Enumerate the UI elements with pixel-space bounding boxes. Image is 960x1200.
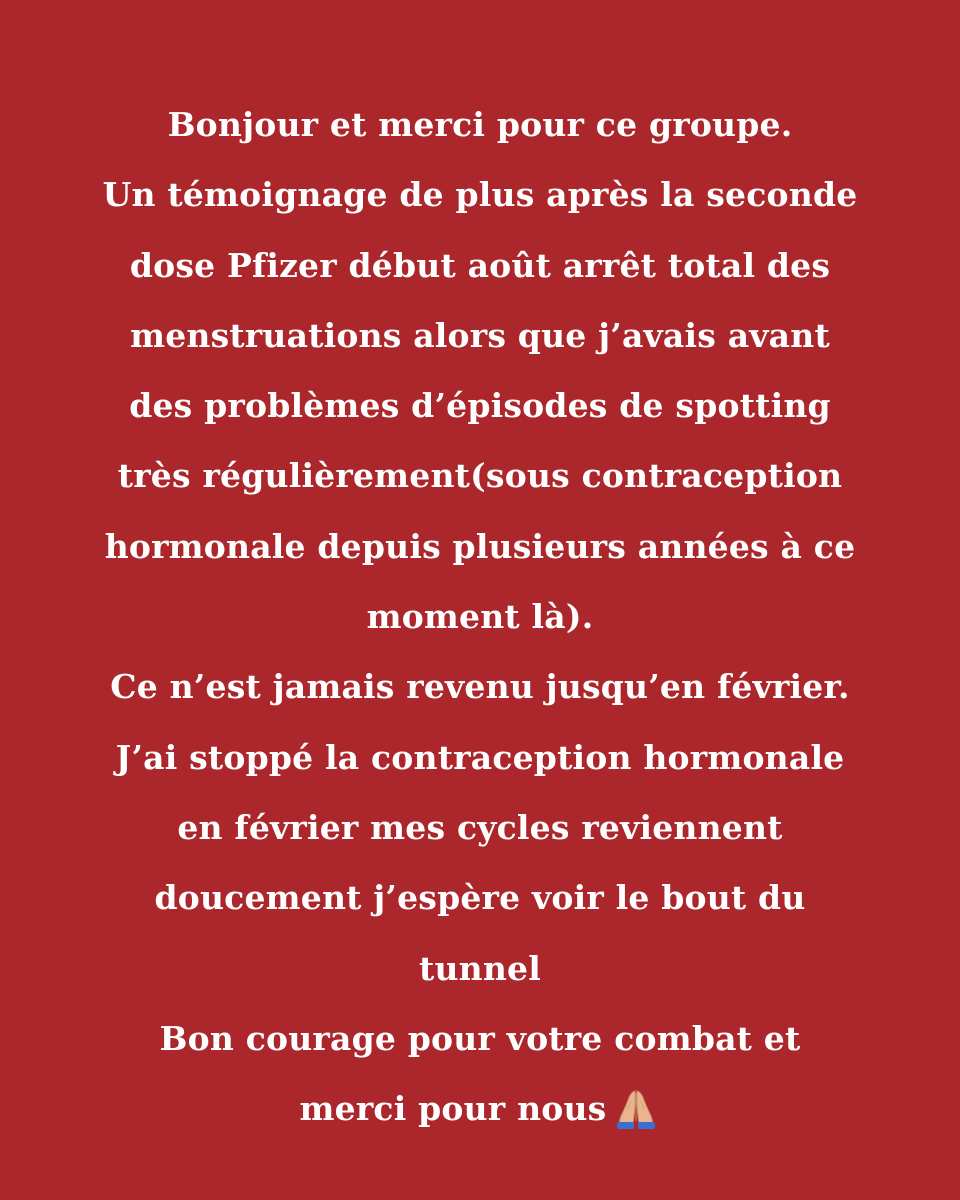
text-line: Bonjour et merci pour ce groupe. (167, 105, 793, 144)
text-line: hormonale depuis plusieurs années à ce (104, 526, 856, 566)
last-text-line (0, 1074, 960, 1144)
text-line: Bon courage pour votre combat et (159, 1018, 801, 1058)
text-line: très régulièrement(sous contraception (117, 456, 843, 496)
text-line: des problèmes d’épisodes de spotting (129, 386, 831, 426)
text-line-content: merci pour nous (299, 1089, 607, 1129)
text-line: Un témoignage de plus après la seconde (102, 175, 858, 215)
text-line: tunnel (419, 948, 541, 988)
folded-hands-icon (612, 1085, 660, 1129)
text-line: Ce n’est jamais revenu jusqu’en février. (110, 667, 850, 707)
text-line: doucement j’espère voir le bout du (154, 878, 806, 918)
text-line: en février mes cycles reviennent (177, 807, 783, 847)
text-line: menstruations alors que j’avais avant (130, 315, 830, 355)
testimony-text (0, 90, 960, 1144)
text-line: dose Pfizer début août arrêt total des (129, 245, 831, 285)
text-line: moment là). (366, 597, 594, 637)
text-line: J’ai stoppé la contraception hormonale (115, 737, 845, 777)
